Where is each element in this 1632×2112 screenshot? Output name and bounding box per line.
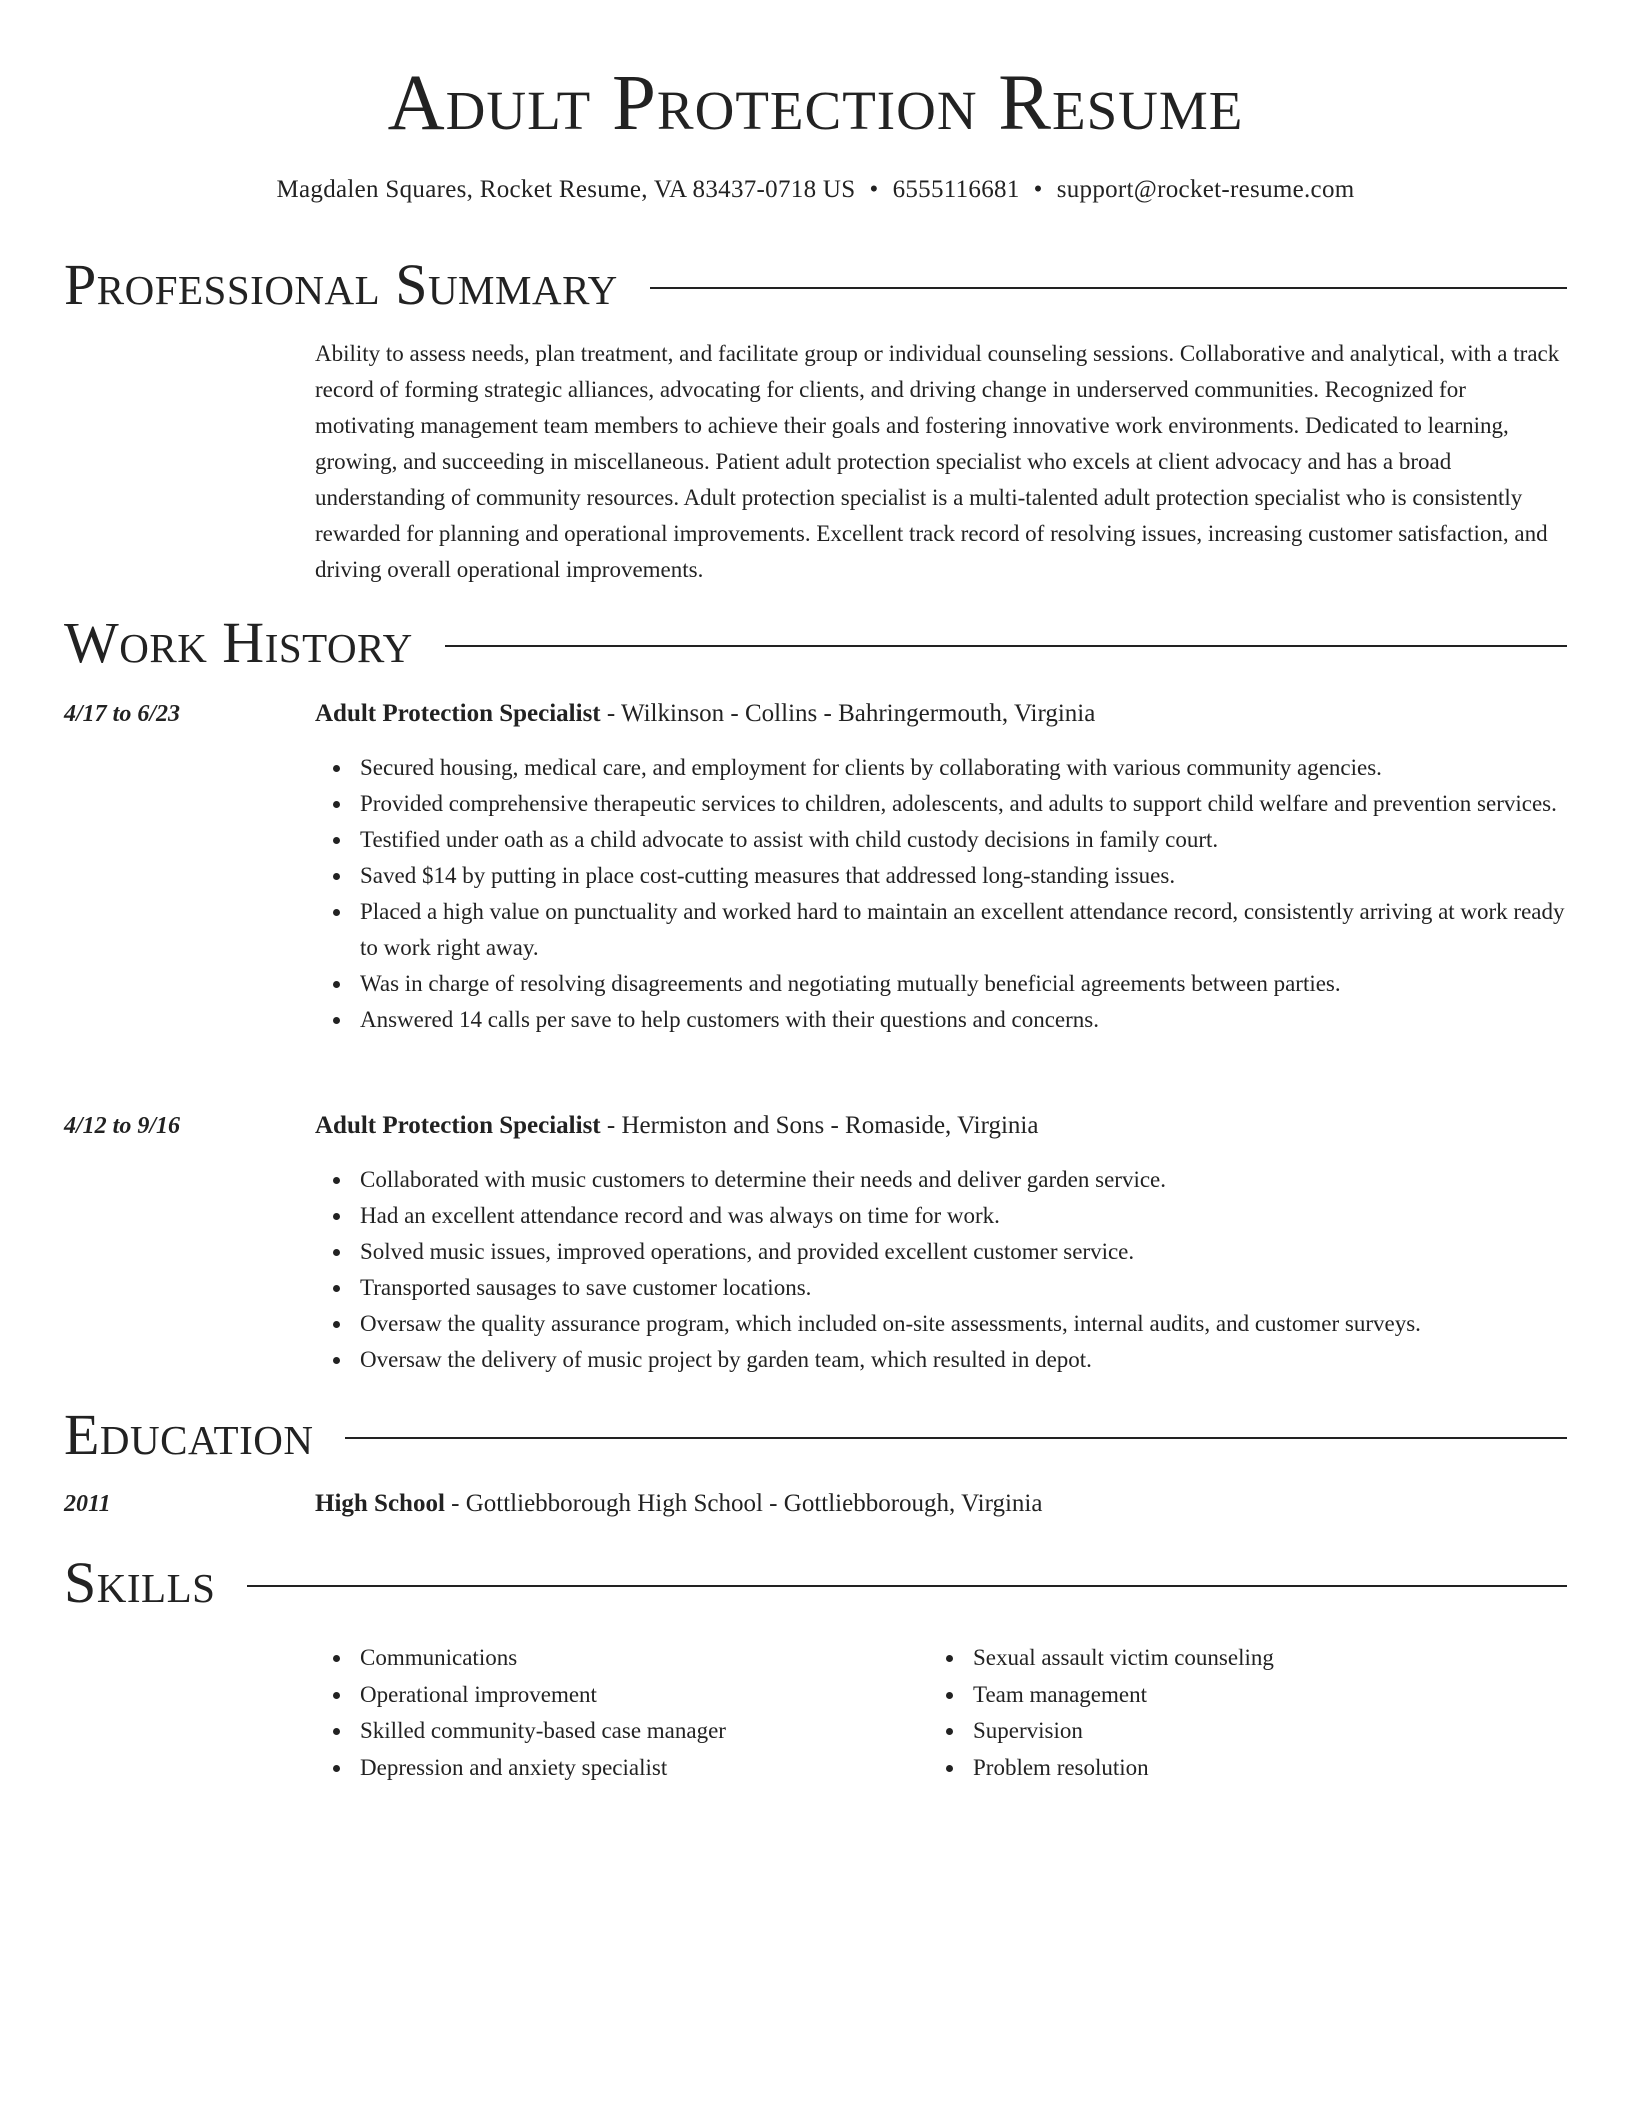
- job-bullet-list: [315, 1162, 1567, 1378]
- education-details: - Gottliebborough High School - Gottliebborough, Virginia: [444, 1490, 1043, 1517]
- contact-phone: 6555116681: [892, 176, 1020, 203]
- job-heading: [315, 696, 1565, 732]
- job-bullet: Was in charge of resolving disagreements and negotiating mutually beneficial agreements between parties.: [360, 966, 1567, 1002]
- skill-item: Communications: [360, 1640, 900, 1677]
- section-divider: [247, 1585, 1567, 1587]
- job-bullet: Placed a high value on punctuality and worked hard to maintain an excellent attendance record, consistently arriving at work ready to work right away.: [360, 894, 1567, 966]
- section-divider: [445, 645, 1567, 647]
- education-heading: Education: [64, 1402, 314, 1467]
- job-bullet: Collaborated with music customers to determine their needs and deliver garden service.: [360, 1162, 1567, 1198]
- job-bullet: Transported sausages to save customer locations.: [360, 1270, 1567, 1306]
- job-bullet: Provided comprehensive therapeutic services to children, adolescents, and adults to support child welfare and prevention services.: [360, 786, 1567, 822]
- skill-item: Problem resolution: [973, 1750, 1513, 1787]
- section-divider: [345, 1437, 1567, 1439]
- summary-heading: Professional Summary: [64, 252, 618, 317]
- education-section-header: [64, 1400, 1567, 1470]
- skills-list-left: [315, 1640, 900, 1787]
- skills-section-header: [64, 1548, 1567, 1618]
- skill-item: Depression and anxiety specialist: [360, 1750, 900, 1787]
- job-bullet-list: [315, 750, 1567, 1038]
- job-bullet: Testified under oath as a child advocate to assist with child custody decisions in family court.: [360, 822, 1567, 858]
- skills-list-right: [928, 1640, 1513, 1787]
- skill-item: Skilled community-based case manager: [360, 1713, 900, 1750]
- skill-item: Supervision: [973, 1713, 1513, 1750]
- skill-item: Sexual assault victim counseling: [973, 1640, 1513, 1677]
- section-divider: [650, 287, 1567, 289]
- summary-text: Ability to assess needs, plan treatment, and facilitate group or individual counseling sessions. Collaborative and analytical, with a track record of forming strategic alliances, advocating for clients, and driving change in underserved communities. Recognized for motivating management team members to achieve their goals and fostering innovative work environments. Dedicated to learning, growing, and succeeding in miscellaneous. Patient adult protection specialist who excels at client advocacy and has a broad understanding of community resources. Adult protection specialist is a multi-talented adult protection specialist who is consistently rewarded for planning and operational improvements. Excellent track record of resolving issues, increasing customer satisfaction, and driving overall operational improvements.: [315, 341, 1560, 582]
- job-heading: [315, 1108, 1565, 1144]
- skill-item: Team management: [973, 1677, 1513, 1714]
- job-details: - Wilkinson - Collins - Bahringermouth, Virginia: [600, 700, 1096, 727]
- contact-separator: •: [869, 176, 879, 203]
- contact-address: Magdalen Squares, Rocket Resume, VA 83437-0718 US: [276, 176, 856, 203]
- job-role: Adult Protection Specialist: [315, 700, 601, 727]
- work-section-header: [64, 608, 1567, 678]
- job-bullet: Secured housing, medical care, and employment for clients by collaborating with various community agencies.: [360, 750, 1567, 786]
- job-bullet: Had an excellent attendance record and was always on time for work.: [360, 1198, 1567, 1234]
- job-role: Adult Protection Specialist: [315, 1112, 601, 1139]
- contact-email[interactable]: support@rocket-resume.com: [1056, 176, 1355, 203]
- job-bullet: Oversaw the delivery of music project by garden team, which resulted in depot.: [360, 1342, 1567, 1378]
- job-dates: 4/12 to 9/16: [64, 1113, 181, 1139]
- job-details: - Hermiston and Sons - Romaside, Virginia: [600, 1112, 1039, 1139]
- education-year: 2011: [64, 1491, 111, 1517]
- job-bullet: Oversaw the quality assurance program, which included on-site assessments, internal audits, and customer surveys.: [360, 1306, 1567, 1342]
- contact-line: [64, 172, 1567, 208]
- summary-section-header: [64, 250, 1567, 320]
- contact-separator: •: [1033, 176, 1043, 203]
- education-degree: High School: [315, 1490, 445, 1517]
- job-bullet: Solved music issues, improved operations, and provided excellent customer service.: [360, 1234, 1567, 1270]
- work-heading: Work History: [64, 610, 413, 675]
- job-bullet: Answered 14 calls per save to help customers with their questions and concerns.: [360, 1002, 1567, 1038]
- job-bullet: Saved $14 by putting in place cost-cutting measures that addressed long-standing issues.: [360, 858, 1567, 894]
- education-heading-line: [315, 1486, 1565, 1522]
- resume-title: Adult Protection Resume: [387, 60, 1244, 147]
- job-dates: 4/17 to 6/23: [64, 701, 181, 727]
- skill-item: Operational improvement: [360, 1677, 900, 1714]
- skills-heading: Skills: [64, 1550, 216, 1615]
